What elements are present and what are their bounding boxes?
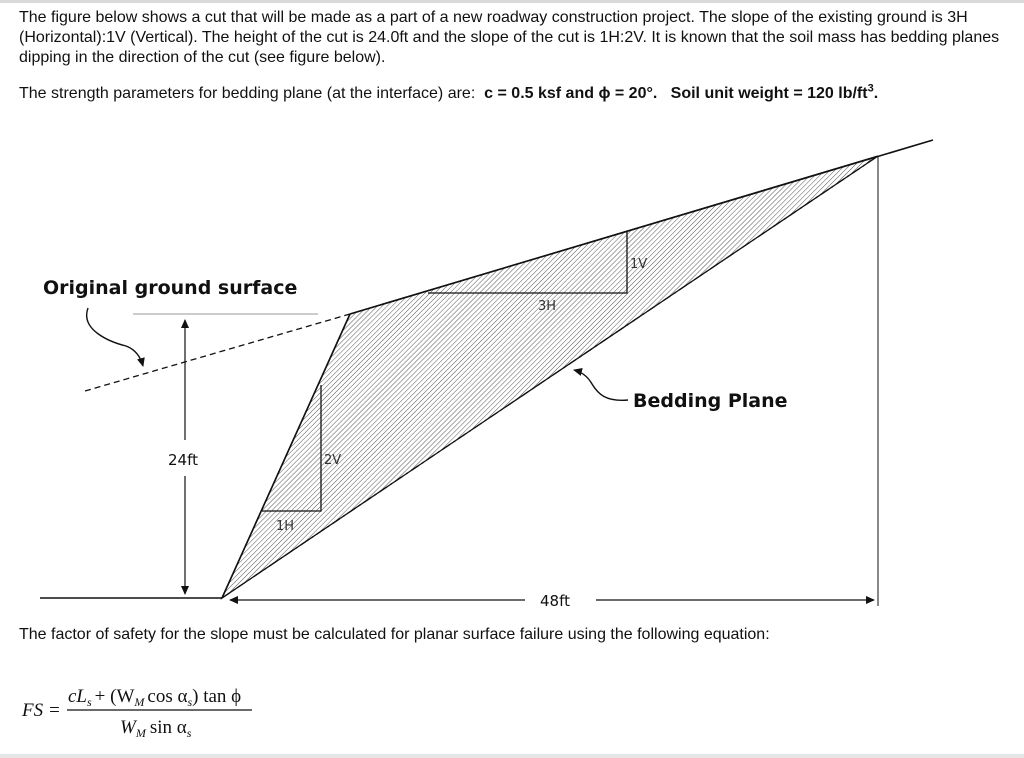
bottom-border	[0, 754, 1024, 758]
factor-of-safety-equation	[21, 686, 252, 740]
factor-of-safety-instruction: The factor of safety for the slope must be calculated for planar surface failure using the following equation:	[19, 626, 770, 643]
params-end: .	[873, 85, 879, 102]
cut-slope-h-label: 1H	[276, 519, 295, 534]
bedding-plane-arrow	[574, 370, 628, 400]
original-ground-label: Original ground surface	[43, 277, 298, 299]
params-unit-weight: Soil unit weight = 120 lb/ft	[670, 85, 868, 102]
params-strength: c = 0.5 ksf and ϕ = 20°.	[484, 85, 658, 102]
params-lead: The strength parameters for bedding plane (at the interface) are:	[19, 85, 476, 102]
width-label: 48ft	[540, 592, 570, 610]
eq-numerator: $cL_s + (W_M$ $\cos \alpha_s$) tan ϕ	[68, 686, 242, 709]
problem-intro: The figure below shows a cut that will be made as a part of a new roadway construction project. The slope of the existing ground is 3H (Horizontal):1V (Vertical). The height of the cut is 24.0ft and the slope of the cut is 1H:2V. It is known that the soil mass has bedding planes dipping in the direction of the cut (see figure below).	[19, 9, 1000, 66]
height-label: 24ft	[168, 451, 198, 469]
bedding-plane-label: Bedding Plane	[633, 390, 788, 412]
ground-slope-h-label: 3H	[538, 299, 557, 314]
cut-slope-v-label: 2V	[324, 453, 342, 468]
ground-slope-v-label: 1V	[630, 257, 648, 272]
params-exponent: 3	[867, 82, 874, 95]
original-ground-arrow	[87, 308, 143, 366]
original-ground-line	[85, 314, 350, 391]
eq-denominator: $W_M$ $\sin \alpha_s$	[120, 717, 192, 740]
eq-lhs: FS =	[22, 700, 61, 721]
